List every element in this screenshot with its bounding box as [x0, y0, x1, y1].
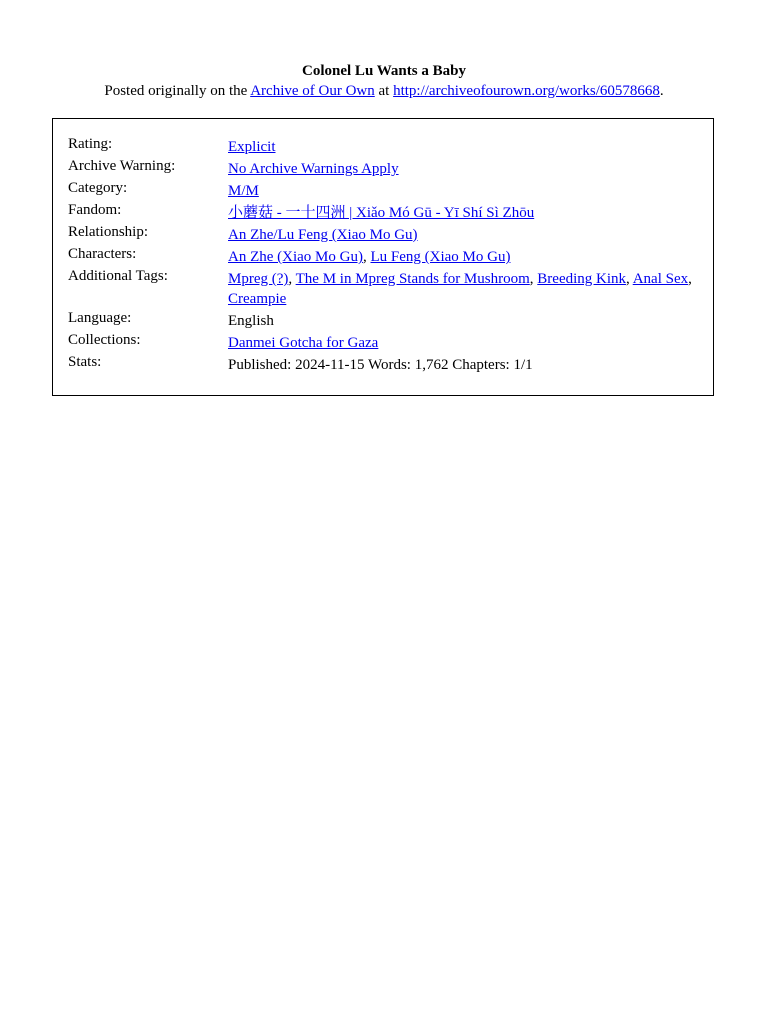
- meta-row-tags: [68, 269, 698, 309]
- tag-link[interactable]: Anal Sex: [632, 271, 689, 287]
- list-separator: ,: [288, 271, 296, 287]
- character-link[interactable]: An Zhe (Xiao Mo Gu): [228, 249, 363, 265]
- posted-mid: at: [374, 83, 394, 99]
- list-separator: ,: [362, 249, 371, 265]
- collections-label: Collections:: [68, 332, 141, 348]
- stats-value: Published: 2024-11-15 Words: 1,762 Chapters: 1/1: [228, 357, 533, 373]
- tags-label: Additional Tags:: [68, 268, 168, 284]
- meta-row-collections: [68, 333, 698, 353]
- tag-link[interactable]: The M in Mpreg Stands for Mushroom: [295, 271, 530, 287]
- characters-list: [228, 247, 698, 267]
- list-separator: ,: [529, 271, 538, 287]
- rating-link[interactable]: Explicit: [228, 139, 276, 155]
- tags-list: [228, 269, 698, 309]
- warning-label: Archive Warning:: [68, 158, 176, 174]
- character-link[interactable]: Lu Feng (Xiao Mo Gu): [370, 249, 511, 265]
- posted-suffix: .: [659, 83, 664, 99]
- meta-row-warning: [68, 159, 698, 179]
- category-link[interactable]: M/M: [228, 183, 259, 199]
- category-label: Category:: [68, 180, 128, 196]
- meta-row-relationship: [68, 225, 698, 245]
- meta-row-fandom: [68, 203, 698, 223]
- tag-link[interactable]: Mpreg (?): [228, 271, 289, 287]
- characters-label: Characters:: [68, 246, 137, 262]
- work-meta-box: [52, 118, 714, 396]
- list-separator: ,: [626, 271, 633, 287]
- tag-link[interactable]: Creampie: [228, 291, 287, 307]
- meta-row-rating: [68, 137, 698, 157]
- tag-link[interactable]: Breeding Kink: [537, 271, 627, 287]
- meta-table: [68, 137, 698, 377]
- warning-link[interactable]: No Archive Warnings Apply: [228, 161, 399, 177]
- archive-link[interactable]: Archive of Our Own: [250, 83, 375, 99]
- meta-row-stats: [68, 355, 698, 375]
- work-header: [0, 62, 768, 101]
- language-label: Language:: [68, 310, 132, 326]
- language-value: English: [228, 313, 274, 329]
- work-title: Colonel Lu Wants a Baby: [302, 63, 466, 79]
- rating-label: Rating:: [68, 136, 113, 152]
- stats-label: Stats:: [68, 354, 102, 370]
- meta-row-characters: [68, 247, 698, 267]
- meta-row-language: [68, 311, 698, 331]
- posted-prefix: Posted originally on the: [104, 83, 251, 99]
- fandom-label: Fandom:: [68, 202, 122, 218]
- fandom-link[interactable]: 小蘑菇 - 一十四洲 | Xiǎo Mó Gū - Yī Shí Sì Zhōu: [228, 205, 535, 221]
- collection-link[interactable]: Danmei Gotcha for Gaza: [228, 335, 379, 351]
- list-separator: ,: [688, 271, 692, 287]
- work-url-link[interactable]: http://archiveofourown.org/works/60578668: [393, 83, 660, 99]
- relationship-link[interactable]: An Zhe/Lu Feng (Xiao Mo Gu): [228, 227, 418, 243]
- posted-line: [0, 82, 768, 101]
- meta-row-category: [68, 181, 698, 201]
- relationship-label: Relationship:: [68, 224, 148, 240]
